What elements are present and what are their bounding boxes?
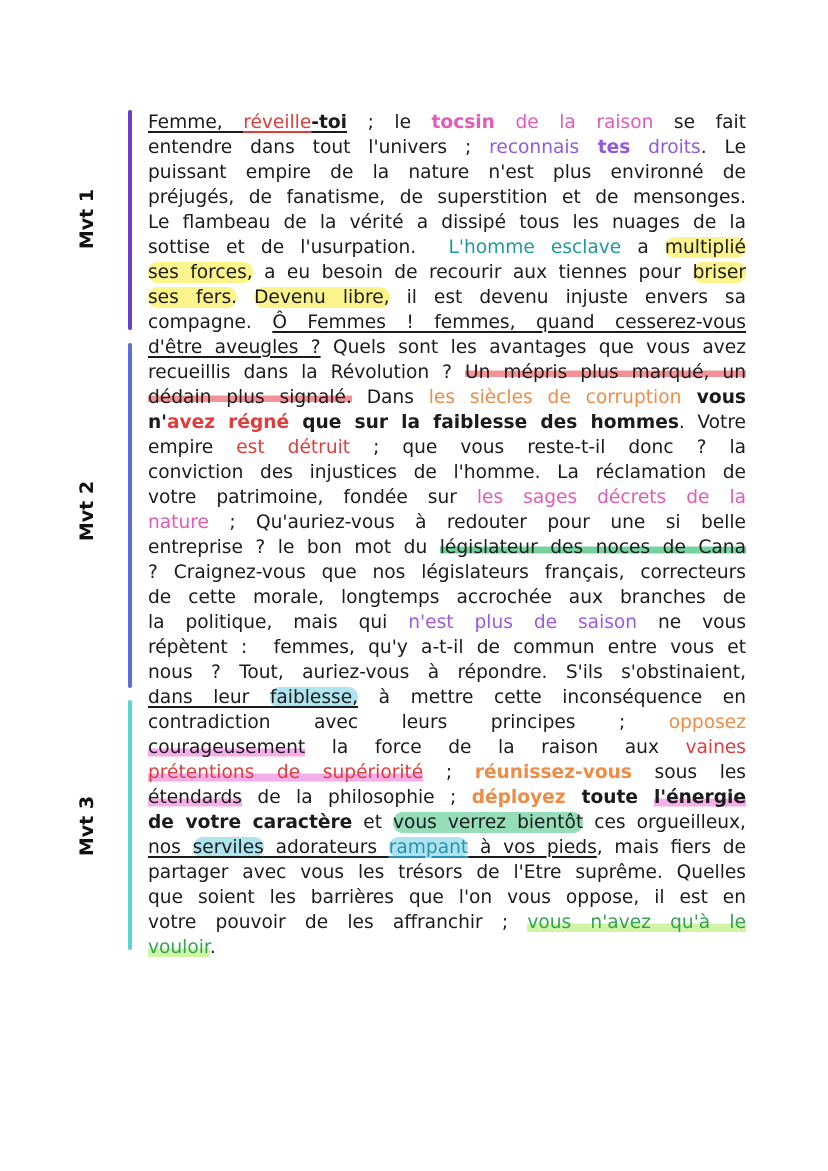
text-line	[148, 760, 746, 785]
text-segment: ses fers.	[148, 287, 238, 308]
movement-bar-2	[128, 343, 132, 688]
movement-label-3: Mvt 3	[76, 795, 99, 857]
text-segment: ne vous	[637, 612, 746, 633]
text-segment: . Votre	[678, 412, 746, 433]
text-line	[148, 435, 746, 460]
text-segment: de la philosophie ;	[241, 787, 472, 808]
text-segment: tocsin	[431, 112, 495, 133]
text-segment: ; le	[347, 112, 432, 133]
text-segment: est détruit	[236, 437, 351, 458]
text-segment: contradiction avec leurs principes ;	[148, 712, 669, 733]
text-segment: votre pouvoir de les affranchir ;	[148, 912, 528, 933]
text-segment: a	[621, 237, 665, 258]
text-segment: Un mépris plus marqué, un	[465, 362, 746, 383]
text-segment: entendre dans tout l'univers ;	[148, 137, 490, 158]
text-segment: rampant	[388, 837, 469, 858]
text-segment: L'homme esclave	[448, 237, 622, 258]
text-segment: à mettre cette inconséquence en	[358, 687, 746, 708]
text-line	[148, 585, 746, 610]
text-line	[148, 485, 746, 510]
text-line	[148, 835, 746, 860]
text-line	[148, 210, 746, 235]
text-line	[148, 135, 746, 160]
text-line	[148, 310, 746, 335]
text-segment: , mais fiers de	[596, 837, 746, 858]
text-line	[148, 635, 746, 660]
text-line	[148, 860, 746, 885]
text-segment: puissant empire de la nature n'est plus environné de	[148, 162, 746, 183]
text-segment: courageusement	[148, 737, 306, 758]
text-segment: briser	[692, 262, 746, 283]
text-segment: ; que vous reste-t-il donc ? la	[350, 437, 746, 458]
text-segment: vous	[681, 387, 746, 408]
text-segment: adorateurs	[263, 837, 389, 858]
text-line	[148, 810, 746, 835]
annotated-text	[148, 110, 746, 960]
text-segment: il est devenu injuste envers sa	[389, 287, 746, 308]
text-segment: préjugés, de fanatisme, de superstition et de mensonges.	[148, 187, 746, 208]
text-segment: ;	[423, 762, 475, 783]
text-segment: se fait	[653, 112, 746, 133]
text-segment: de votre caractère	[148, 812, 353, 833]
text-line	[148, 235, 746, 260]
text-segment: opposez	[668, 712, 746, 733]
text-segment: les siècles de corruption	[428, 387, 682, 408]
text-segment: Ô Femmes ! femmes, quand cesserez-vous	[272, 312, 746, 333]
text-segment: et	[352, 812, 393, 833]
text-segment: vous verrez bientôt	[393, 812, 584, 833]
text-segment: ces orgueilleux,	[583, 812, 746, 833]
movement-bar-3	[128, 700, 132, 950]
text-segment: déployez	[471, 787, 566, 808]
text-segment: -toi	[311, 112, 348, 133]
text-line	[148, 935, 746, 960]
text-segment: nos	[148, 837, 193, 858]
text-segment: dédain plus signalé.	[148, 387, 352, 408]
text-segment: Femme,	[148, 112, 244, 133]
text-segment: nature	[148, 512, 209, 533]
text-segment: ? Craignez-vous que nos législateurs français, correcteurs	[148, 562, 746, 583]
text-segment: n'est plus de saison	[408, 612, 638, 633]
text-segment: la force de la raison aux	[305, 737, 686, 758]
text-segment: étendards	[148, 787, 242, 808]
text-segment: votre patrimoine, fondée sur	[148, 487, 477, 508]
text-segment: conviction des injustices de l'homme. La réclamation de	[148, 462, 746, 483]
text-line	[148, 410, 746, 435]
text-segment: partager avec vous les trésors de l'Etre suprême. Quelles	[148, 862, 746, 883]
text-segment: .	[209, 937, 216, 958]
text-line	[148, 335, 746, 360]
text-segment: que sur la faiblesse des hommes	[289, 412, 679, 433]
text-segment: de la raison	[494, 112, 654, 133]
text-line	[148, 460, 746, 485]
text-segment: réveille	[243, 112, 312, 133]
text-segment: sous les	[631, 762, 746, 783]
text-line	[148, 185, 746, 210]
text-segment: tes	[579, 137, 631, 158]
text-line	[148, 110, 746, 135]
text-segment: . Le	[700, 137, 746, 158]
text-line	[148, 710, 746, 735]
text-segment: les sages décrets de la	[476, 487, 746, 508]
text-segment: que soient les barrières que l'on vous oppose, il est en	[148, 887, 746, 908]
text-segment: législateur des noces de Cana	[439, 537, 746, 558]
text-line	[148, 260, 746, 285]
text-segment: droits	[630, 137, 701, 158]
text-line	[148, 685, 746, 710]
text-line	[148, 660, 746, 685]
text-segment: répètent : femmes, qu'y a-t-il de commun entre vous et	[148, 637, 746, 658]
text-segment: Le flambeau de la vérité a dissipé tous les nuages de la	[148, 212, 746, 233]
movement-bar-1	[128, 110, 132, 330]
text-segment: ; Qu'auriez-vous à redouter pour une si belle	[208, 512, 746, 533]
text-segment: entreprise ? le bon mot du	[148, 537, 440, 558]
text-segment: réunissez-vous	[474, 762, 632, 783]
text-segment: compagne.	[148, 312, 273, 333]
text-line	[148, 785, 746, 810]
text-line	[148, 885, 746, 910]
text-line	[148, 610, 746, 635]
text-segment: reconnais	[489, 137, 580, 158]
text-line	[148, 285, 746, 310]
text-segment: faiblesse,	[269, 687, 359, 708]
text-segment: l'énergie	[654, 787, 746, 808]
text-segment: de cette morale, longtemps accrochée aux branches de	[148, 587, 746, 608]
text-segment: vaines	[685, 737, 746, 758]
text-line	[148, 910, 746, 935]
movement-label-1: Mvt 1	[76, 188, 99, 250]
text-segment: recueillis dans la Révolution ?	[148, 362, 466, 383]
text-segment: Dans	[351, 387, 429, 408]
text-line	[148, 535, 746, 560]
text-segment: à vos pieds	[468, 837, 597, 858]
text-segment: la politique, mais qui	[148, 612, 409, 633]
text-segment: multiplié	[664, 237, 746, 258]
text-segment: empire	[148, 437, 237, 458]
text-segment: toute	[565, 787, 654, 808]
text-segment: prétentions de supériorité	[148, 762, 424, 783]
text-segment: dans leur	[148, 687, 270, 708]
text-line	[148, 735, 746, 760]
text-segment: ses forces,	[148, 262, 253, 283]
text-segment: vouloir	[148, 937, 210, 958]
text-line	[148, 560, 746, 585]
text-line	[148, 360, 746, 385]
text-segment: nous ? Tout, auriez-vous à répondre. S'ils s'obstinaient,	[148, 662, 746, 683]
text-segment: sottise et de l'usurpation.	[148, 237, 449, 258]
text-line	[148, 160, 746, 185]
text-segment: avez régné	[166, 412, 290, 433]
text-segment	[237, 287, 254, 308]
movement-label-2: Mvt 2	[76, 480, 99, 542]
text-line	[148, 510, 746, 535]
text-segment: Quels sont les avantages que vous avez	[320, 337, 746, 358]
text-segment: d'être aveugles ?	[148, 337, 321, 358]
text-segment: n'	[148, 412, 167, 433]
text-line	[148, 385, 746, 410]
text-segment: a eu besoin de recourir aux tiennes pour	[252, 262, 693, 283]
text-segment: Devenu libre,	[254, 287, 390, 308]
text-segment: vous n'avez qu'à le	[527, 912, 746, 933]
text-segment: serviles	[192, 837, 264, 858]
